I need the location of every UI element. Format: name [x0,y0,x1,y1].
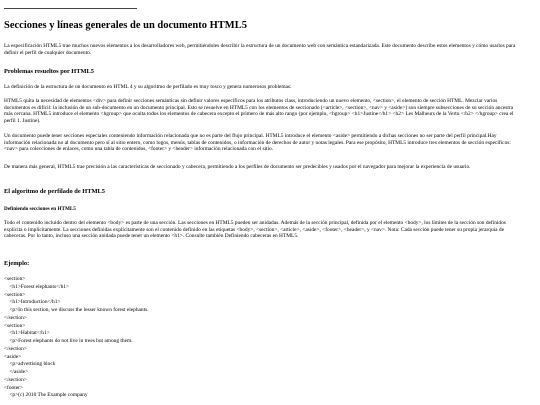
problems-paragraph-4: De manera más general, HTML5 trae precisión a las características de seccionado y cabecera, permitiendo a los perfiles de documento ser predecibles y usados por el navegador para mejorar la experiencia de usuario. [4,164,471,170]
code-line: <section> [4,276,26,282]
problems-paragraph-1: La definición de la estructura de un documento en HTML 4 y su algoritmo de perfilado es muy tosco y genera numerosos problemas: [4,84,292,90]
code-example [4,276,149,400]
horizontal-rule [4,8,137,9]
page-title: Secciones y líneas generales de un documento HTML5 [4,20,247,31]
code-line: <footer> [4,384,23,391]
problems-paragraph-2: HTML5 quita la necesidad de elementos <div> para definir secciones semánticas sin definir valores específicos para los atributos class, introduciendo un nuevo elemento, <section>, el elemento de sección HTML. Mezclar varios documentos es difícil: la inclusión de un sub-documento en un documento principal. Esto se resuelve en HTML5 con los elementos de seccionado (<article>, <section>, <nav> y <aside>) son siempre subsecciones de su sección ancestra más cercana. HTML5 introduce el elemento <hgroup> que oculta todos los elementos de cabecera excepto el primero de más alto rango (por ejemplo, <hgroup> <h1>Justine</h1> <h2> Les Malheurs de la Vertu </h2> </hgroup> crea el perfil 1. Justine). [4,98,514,124]
problems-paragraph-3: Un documento puede tener secciones especiales conteniendo información relacionada que no es parte del flujo principal. HTML5 introduce el elemento <aside> permitiendo a dichas secciones no ser parte del perfil principal.Hay información relacionada no al documento pero sí al sitio entero, como logos, menús, tablas de contenidos, o información de derechos de autor y notas legales. Para ese propósito, HTML5 introduce tres elementos de sección específicos: <nav> para colecciones de enlaces, como una tabla de contenidos, <footer> y <header> información relacionada con el sitio. [4,133,511,153]
code-line: </aside> [4,369,29,375]
code-line: <aside> [4,353,22,360]
example-heading: Ejemplo: [4,260,30,267]
code-line: <p>In this section, we discuss the lesser known forest elephants. [4,307,149,313]
code-line: <p>advertising block [4,361,56,368]
code-line: <section> [4,322,26,329]
subsection-heading-defining: Definiendo secciones en HTML5 [4,206,76,212]
code-line: <p>Forest elephants do not live in trees but among them. [4,338,133,344]
code-line: <h1>Introduction</h1> [4,299,61,306]
code-line: </section> [4,376,27,383]
code-line: <section> [4,291,26,298]
section-heading-algorithm: El algoritmo de perfilado de HTML5 [4,188,106,195]
intro-paragraph: La especificación HTML5 trae muchos nuevos elementos a los desarrolladores web, permitiéndoles describir la estructura de un documento web con semántica estandarizada. Este documento describe estos elementos y cómo usarlos para definir el perfil de cualquier documento. [4,43,516,56]
code-line: <h1>Forest elephants</h1> [4,283,70,290]
code-line: </section> [4,314,27,321]
code-line: </section> [4,345,27,352]
code-line: <p>(c) 2010 The Example company [4,392,88,399]
section-heading-problems: Problemas resueltos por HTML5 [4,68,94,75]
defining-paragraph: Todo el contenido incluido dentro del elemento <body> es parte de una sección. Las secciones en HTML5 pueden ser anidadas. Además de la sección principal, definida por el elemento <body>, los límites de la sección son definidos explícita o implícitamente. La secciones definidas explícitamente son el contenido definido en las etiquetas <body>, <section>, <article>, <aside>, <footer>, <header>, y <nav>. Nota: Cada sección puede tener su propia jerarquía de cabeceras. Por lo tanto, incluso una sección anidada puede tener un elemento <h1>. Consulte también Definiendo cabeceras en HTML5. [4,220,506,240]
code-line: <h1>Habitat</h1> [4,330,50,337]
